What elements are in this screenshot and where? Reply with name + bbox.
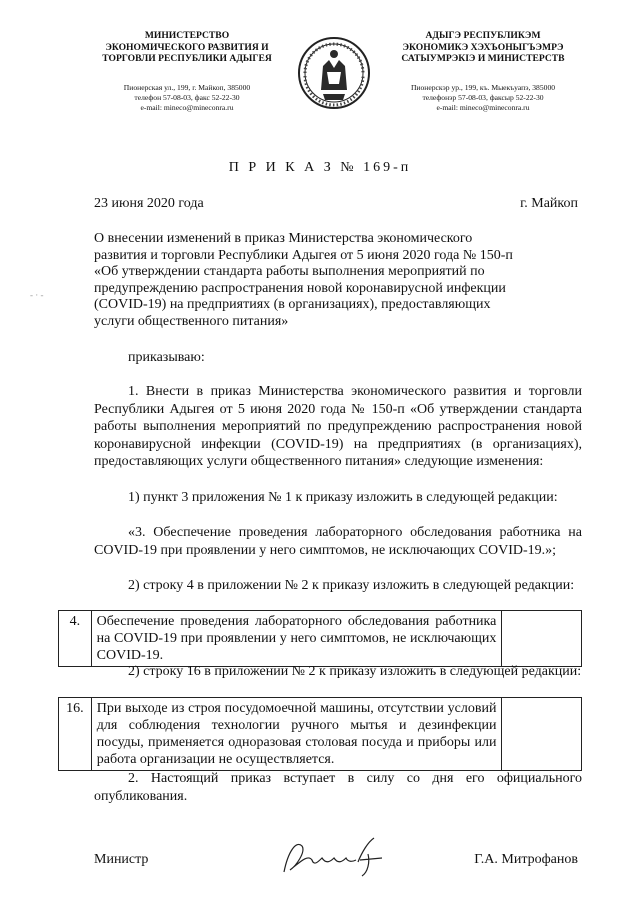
row-number: 16. [59, 698, 92, 771]
order-date: 23 июня 2020 года [94, 196, 204, 211]
letterhead-right [383, 30, 583, 113]
email-line: e-mail: mineco@mineconra.ru [436, 102, 530, 112]
order-subitem-1: 1) пункт 3 приложения № 1 к приказу изложить в следующей редакции: [128, 490, 558, 505]
row-number: 4. [59, 611, 92, 667]
org-line: АДЫГЭ РЕСПУБЛИКЭМ [425, 30, 541, 41]
org-line: ЭКОНОМИКЭ ХЭХЪОНЫГЪЭМРЭ [402, 41, 564, 53]
ministry-address-adyghe [383, 83, 583, 113]
org-line: ТОРГОВЛИ РЕСПУБЛИКИ АДЫГЕЯ [102, 53, 272, 64]
ministry-name-adyghe [383, 30, 583, 65]
order-subitem-3: 2) строку 16 в приложении № 2 к приказу изложить в следующей редакции: [128, 664, 582, 679]
org-line: МИНИСТЕРСТВО [144, 30, 230, 41]
row-text: Обеспечение проведения лабораторного обследования работника на COVID-19 при проявлении у него симптомов, не исключающих COVID-19. [91, 611, 502, 667]
phone-line: телефонэр 57-08-03, факсыр 52-22-30 [422, 92, 544, 102]
org-line: ЭКОНОМИЧЕСКОГО РАЗВИТИЯ И [105, 41, 269, 53]
order-item-1: 1. Внести в приказ Министерства экономического развития и торговли Республики Адыгея от 5 июня 2020 года № 150-п «Об утверждении стандарта работы выполнения мероприятий по предупреждению распространения новой коронавирусной инфекции (COVID-19) на предприятиях (в организациях), предоставляющих услуги общественного питания» следующие изменения: [94, 384, 582, 469]
letterhead-left [82, 30, 292, 113]
order-subitem-2: 2) строку 4 в приложении № 2 к приказу изложить в следующей редакции: [128, 578, 575, 593]
coat-of-arms-icon [297, 36, 371, 110]
org-line: САТЫУМРЭКІЭ И МИНИСТЕРСТВ [401, 53, 565, 64]
replacement-text-clause-3: «3. Обеспечение проведения лабораторного обследования работника на COVID-19 при проявлении у него симптомов, не исключающих COVID-19.»; [94, 525, 582, 558]
address-line: Пионерская ул., 199, г. Майкоп, 385000 [123, 82, 251, 92]
order-item-2: 2. Настоящий приказ вступает в силу со дня его официального опубликования. [94, 771, 582, 804]
email-line: e-mail: mineco@mineconra.ru [140, 102, 234, 112]
replacement-row-4-table [58, 610, 582, 667]
phone-line: телефон 57-08-03, факс 52-22-30 [134, 92, 240, 102]
order-city: г. Майкоп [520, 196, 578, 211]
handwritten-signature [278, 832, 388, 880]
signatory-role: Министр [94, 852, 149, 867]
margin-mark: - · - [30, 290, 44, 300]
address-line: Пионерскэр ур., 199, къ. Мыекъуапэ, 385000 [410, 82, 556, 92]
ministry-address-russian [82, 83, 292, 113]
ministry-name-russian [82, 30, 292, 65]
table-row [59, 611, 582, 667]
row-empty-cell [502, 611, 582, 667]
signatory-name: Г.А. Митрофанов [474, 852, 578, 867]
row-empty-cell [502, 698, 582, 771]
table-row [59, 698, 582, 771]
order-directive-word: приказываю: [128, 350, 205, 365]
replacement-row-16-table [58, 697, 582, 771]
row-text: При выходе из строя посудомоечной машины, отсутствии условий для соблюдения технологии ручного мытья и дезинфекции посуды, применяется одноразовая столовая посуда и приборы или работа организации не осуществляется. [91, 698, 502, 771]
order-title: П Р И К А З № 169-п [228, 160, 412, 175]
order-subject: О внесении изменений в приказ Министерства экономического развития и торговли Республики Адыгея от 5 июня 2020 года № 150-п «Об утверждении стандарта работы выполнения мероприятий по предупреждению распространения новой коронавирусной инфекции (COVID-19) на предприятиях (в организациях), предоставляющих услуги общественного питания» [94, 231, 513, 329]
